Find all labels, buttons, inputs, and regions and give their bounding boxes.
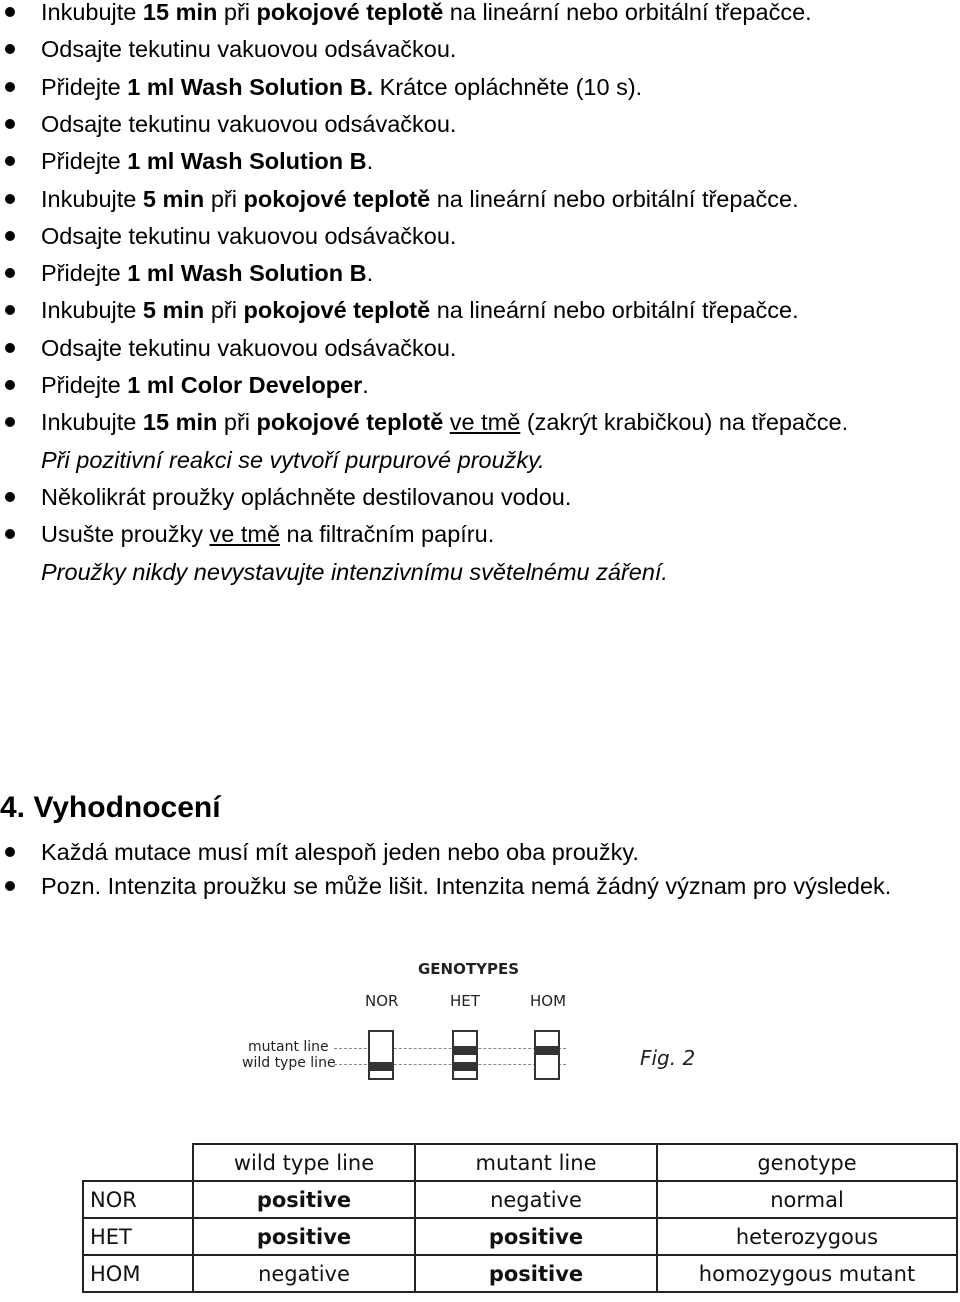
step-text-part: Přidejte (41, 148, 128, 174)
step-text-part: pokojové teplotě (256, 0, 444, 25)
step-text (41, 367, 369, 403)
step-text-part: pokojové teplotě (243, 186, 431, 212)
table-cell: positive (193, 1218, 415, 1255)
strip-het (452, 1030, 478, 1080)
step-text-part: na lineární nebo orbitální třepačce. (443, 0, 812, 25)
bullet-icon (5, 119, 15, 129)
step-text-part: ve tmě (449, 409, 521, 435)
bullet-icon (5, 492, 15, 502)
step-text-part: Odsajte tekutinu vakuovou odsávačkou. (41, 335, 457, 361)
row-label: NOR (83, 1181, 193, 1218)
band-mutant-hom (536, 1046, 558, 1055)
step-text-part: (zakrýt krabičkou) na třepačce. (520, 409, 849, 435)
step-text (41, 69, 642, 105)
strip-nor (368, 1030, 394, 1080)
bullet-icon (5, 82, 15, 92)
band-wild-nor (370, 1062, 392, 1071)
table-cell: negative (193, 1255, 415, 1292)
bullet-icon (5, 417, 15, 427)
step-text-part: 15 min (142, 0, 218, 25)
table-cell: positive (193, 1181, 415, 1218)
step-text-part: Inkubujte (41, 0, 143, 25)
step-text-part: 15 min (142, 409, 218, 435)
step-text (41, 218, 456, 254)
step-text-part: na filtračním papíru. (280, 521, 495, 547)
step-text-part: při (204, 186, 244, 212)
table-cell: heterozygous (657, 1218, 957, 1255)
step-text (41, 255, 373, 291)
step-text-part: Odsajte tekutinu vakuovou odsávačkou. (41, 36, 457, 62)
table-corner (83, 1144, 193, 1181)
step-text-part: 1 ml Wash Solution B (127, 148, 367, 174)
section-title: 4. Vyhodnocení (0, 791, 221, 824)
step-text-part: Odsajte tekutinu vakuovou odsávačkou. (41, 111, 457, 137)
strip-hom (534, 1030, 560, 1080)
table-cell: positive (415, 1218, 657, 1255)
step-text (41, 106, 456, 142)
mutant-line-label: mutant line (248, 1039, 329, 1055)
step-text-part: . (362, 372, 369, 398)
step-text-part: Přidejte (41, 260, 128, 286)
step-note: Proužky nikdy nevystavujte intenzivnímu světelnému záření. (41, 559, 668, 585)
bullet-icon (5, 380, 15, 390)
table-cell: homozygous mutant (657, 1255, 957, 1292)
step-text-part: při (217, 0, 257, 25)
table-cell: positive (415, 1255, 657, 1292)
step-text-part: Krátce opláchněte (10 s). (373, 74, 643, 100)
step-text (41, 404, 848, 440)
step-text-part: při (217, 409, 257, 435)
step-text-part: 5 min (142, 297, 205, 323)
step-text (41, 31, 456, 67)
step-text (41, 292, 799, 328)
table-cell: normal (657, 1181, 957, 1218)
bullet-icon (5, 529, 15, 539)
step-text-part: pokojové teplotě (243, 297, 431, 323)
step-text (41, 330, 456, 366)
step-text (41, 0, 812, 30)
step-text-part: na lineární nebo orbitální třepačce. (430, 297, 799, 323)
step-text-part: Inkubujte (41, 409, 143, 435)
table-header-row (83, 1144, 957, 1181)
row-label: HOM (83, 1255, 193, 1292)
bullet-icon (5, 44, 15, 54)
figure-column-het: HET (450, 992, 480, 1010)
bullet-icon (5, 847, 15, 857)
band-mutant-het (454, 1046, 476, 1055)
step-text-part: Několikrát proužky opláchněte destilovanou vodou. (41, 484, 572, 510)
step-text (41, 479, 571, 515)
bullet-icon (5, 156, 15, 166)
figure-title: GENOTYPES (418, 960, 520, 978)
step-text (41, 516, 494, 552)
figure-caption: Fig. 2 (640, 1046, 696, 1070)
step-text-part: 1 ml Wash Solution B (127, 260, 367, 286)
step-text-part: Usušte proužky (41, 521, 210, 547)
step-text-part: na lineární nebo orbitální třepačce. (430, 186, 799, 212)
step-text-part: 1 ml Wash Solution B. (127, 74, 374, 100)
bullet-icon (5, 343, 15, 353)
step-note: Při pozitivní reakci se vytvoří purpurové proužky. (41, 447, 545, 473)
wild-type-line-label: wild type line (242, 1055, 336, 1071)
bullet-icon (5, 305, 15, 315)
band-wild-het (454, 1062, 476, 1071)
bullet-icon (5, 194, 15, 204)
figure-column-nor: NOR (365, 992, 399, 1010)
genotype-figure (230, 950, 730, 1080)
table-row (83, 1218, 957, 1255)
step-text (41, 143, 373, 179)
section-item-text: Každá mutace musí mít alespoň jeden nebo oba proužky. (41, 839, 639, 865)
step-text (41, 181, 799, 217)
genotype-table (82, 1143, 958, 1293)
table-header: wild type line (193, 1144, 415, 1181)
step-text-part: Přidejte (41, 74, 128, 100)
table-header: genotype (657, 1144, 957, 1181)
figure-column-hom: HOM (530, 992, 567, 1010)
step-text-part: Inkubujte (41, 297, 143, 323)
step-text-part: . (366, 148, 374, 174)
bullet-icon (5, 268, 15, 278)
row-label: HET (83, 1218, 193, 1255)
table-cell: negative (415, 1181, 657, 1218)
step-text-part: . (366, 260, 374, 286)
table-header: mutant line (415, 1144, 657, 1181)
section-item-text: Pozn. Intenzita proužku se může lišit. Intenzita nemá žádný význam pro výsledek. (41, 873, 892, 899)
table-row (83, 1181, 957, 1218)
step-text-part: 5 min (142, 186, 205, 212)
bullet-icon (5, 881, 15, 891)
bullet-icon (5, 231, 15, 241)
step-text-part: 1 ml Color Developer (127, 372, 363, 398)
step-text-part: při (204, 297, 244, 323)
step-text-part: Inkubujte (41, 186, 143, 212)
bullet-icon (5, 7, 15, 17)
step-text-part: pokojové teplotě (256, 409, 444, 435)
step-text-part: Odsajte tekutinu vakuovou odsávačkou. (41, 223, 457, 249)
table-row (83, 1255, 957, 1292)
step-text-part: Přidejte (41, 372, 128, 398)
step-text-part: ve tmě (209, 521, 281, 547)
